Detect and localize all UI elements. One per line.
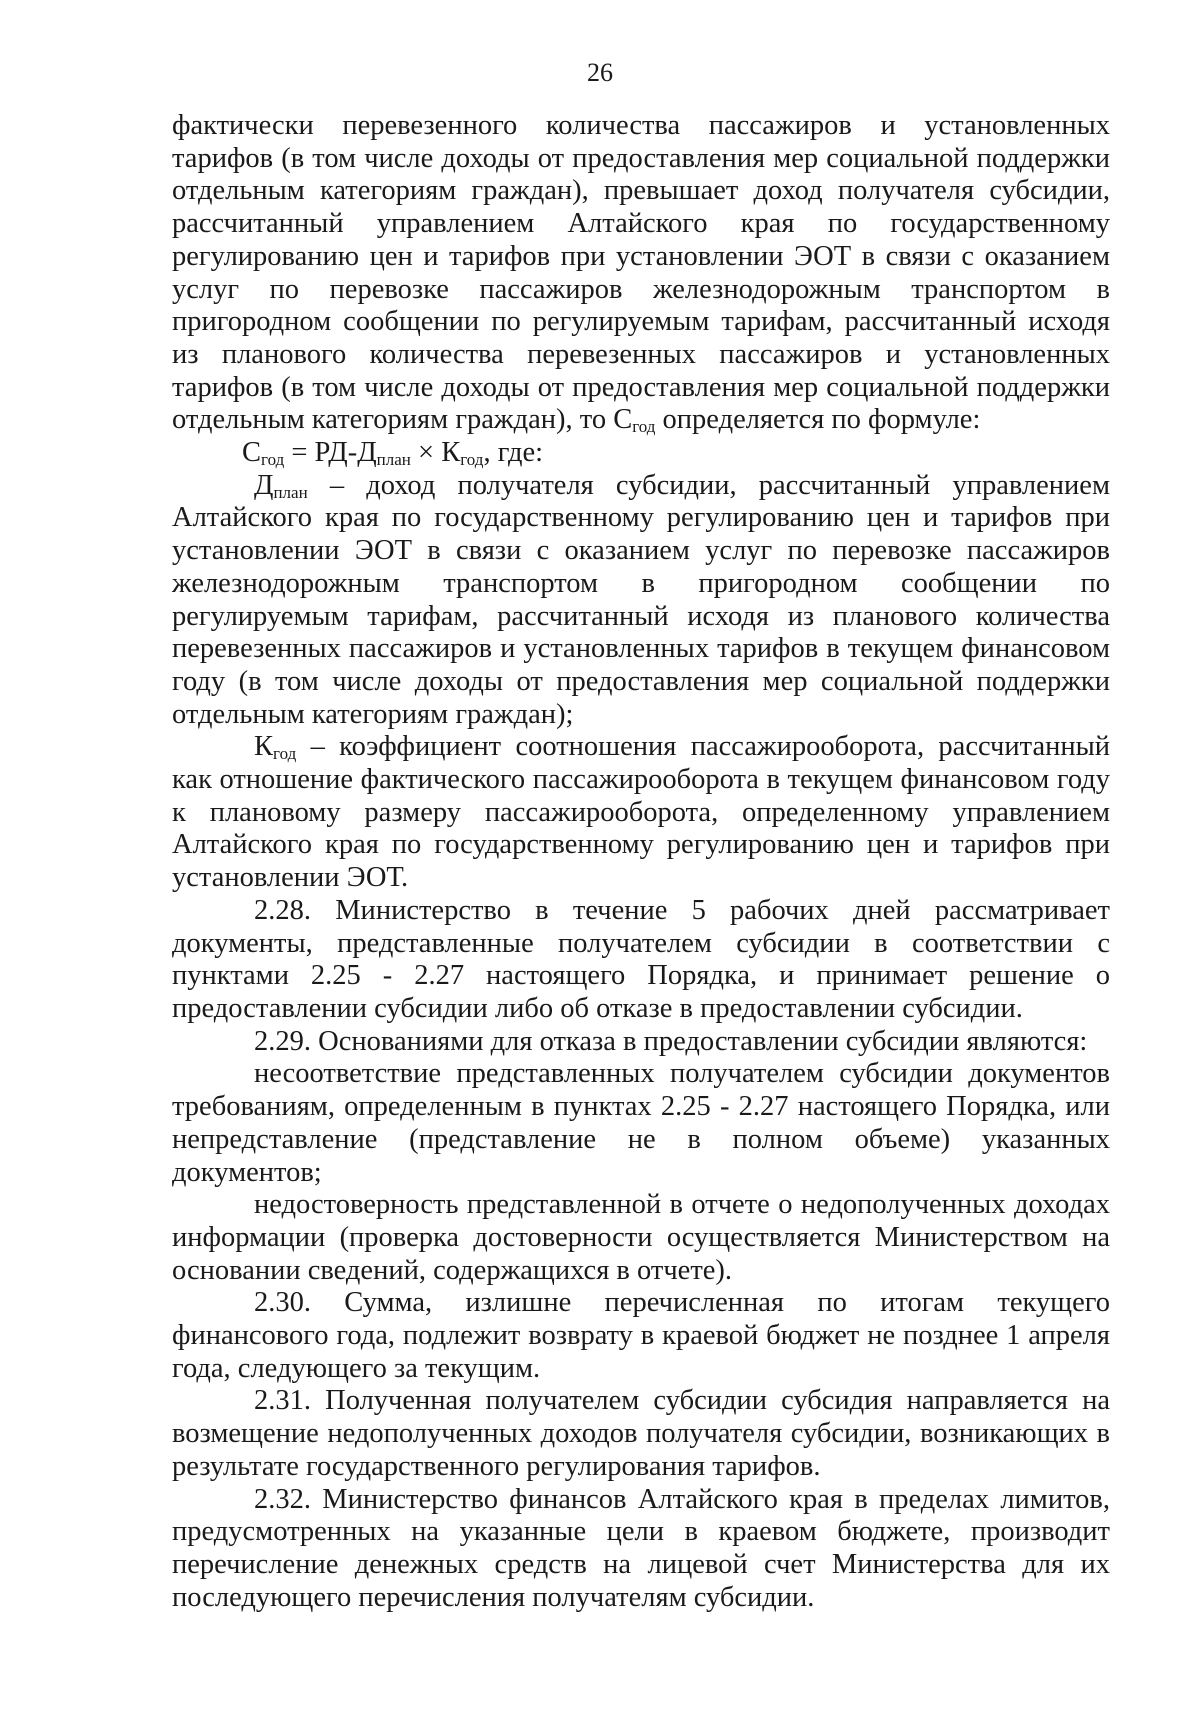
paragraph-2-31: 2.31. Полученная получателем субсидии субсидия направляется на возмещение недополученных доходов получателя субсидии, возникающих в результате государственного регулирования тарифов. [172, 1385, 1110, 1482]
formula-tail: , где: [483, 437, 544, 469]
formula-symbol: С [242, 437, 262, 469]
subscript: план [273, 482, 308, 502]
definition-text: – коэффициент соотношения пассажирооборота, рассчитанный как отношение фактического пассажирооборота в текущем финансовом году к плановому размеру пассажирооборота, определенному управлением Алтайского края по государственному регулированию цен и тарифов при установлении ЭОТ. [172, 731, 1110, 894]
page-number: 26 [587, 58, 613, 87]
subscript: год [632, 417, 656, 437]
paragraph-2-30: 2.30. Сумма, излишне перечисленная по итогам текущего финансового года, подлежит возврату в краевой бюджет не позднее 1 апреля года, следующего за текущим. [172, 1287, 1110, 1384]
formula-symbol: = РД-Д [284, 437, 377, 469]
paragraph-text-tail: определяется по формуле: [655, 404, 981, 436]
document-body [172, 110, 1110, 1614]
subscript: год [261, 450, 285, 470]
paragraph-2-29-b: недостоверность представленной в отчете о недополученных доходах информации (проверка достоверности осуществляется Министерством на основании сведений, содержащихся в отчете). [172, 1189, 1110, 1286]
formula [172, 437, 1110, 470]
definition-term: К [254, 731, 274, 763]
definition-d-plan [172, 470, 1110, 732]
definition-text: – доход получателя субсидии, рассчитанный управлением Алтайского края по государственному регулированию цен и тарифов при установлении ЭОТ в связи с оказанием услуг по перевозке пассажиров железнодорожным транспортом в пригородном сообщении по регулируемым тарифам, рассчитанный исходя из планового количества перевезенных пассажиров и установленных тарифов в текущем финансовом году (в том числе доходы от предоставления мер социальной поддержки отдельным категориям граждан); [172, 469, 1110, 730]
paragraph-2-28: 2.28. Министерство в течение 5 рабочих дней рассматривает документы, представленные получателем субсидии в соответствии с пунктами 2.25 - 2.27 настоящего Порядка, и принимает решение о предоставлении субсидии либо об отказе в предоставлении субсидии. [172, 894, 1110, 1024]
paragraph-2-29-a: несоответствие представленных получателем субсидии документов требованиям, определенным в пунктах 2.25 - 2.27 настоящего Порядка, или непредставление (представление не в полном объеме) указанных документов; [172, 1058, 1110, 1188]
definition-term: Д [254, 469, 274, 501]
subscript: год [460, 450, 484, 470]
paragraph-continuation [172, 110, 1110, 437]
paragraph-2-29: 2.29. Основаниями для отказа в предоставлении субсидии являются: [254, 1025, 1088, 1057]
subscript: план [376, 450, 411, 470]
formula-symbol: × К [410, 437, 461, 469]
definition-k-year [172, 731, 1110, 895]
paragraph-2-32: 2.32. Министерство финансов Алтайского края в пределах лимитов, предусмотренных на указанные цели в краевом бюджете, производит перечисление денежных средств на лицевой счет Министерства для их последующего перечисления получателям субсидии. [172, 1483, 1110, 1613]
subscript: год [273, 744, 297, 764]
paragraph-text: фактически перевезенного количества пассажиров и установленных тарифов (в том числе доходы от предоставления мер социальной поддержки отдельным категориям граждан), превышает доход получателя субсидии, рассчитанный управлением Алтайского края по государственному регулированию цен и тарифов при установлении ЭОТ в связи с оказанием услуг по перевозке пассажиров железнодорожным транспортом в пригородном сообщении по регулируемым тарифам, рассчитанный исходя из планового количества перевезенных пассажиров и установленных тарифов (в том числе доходы от предоставления мер социальной поддержки отдельным категориям граждан), то С [172, 110, 1110, 436]
